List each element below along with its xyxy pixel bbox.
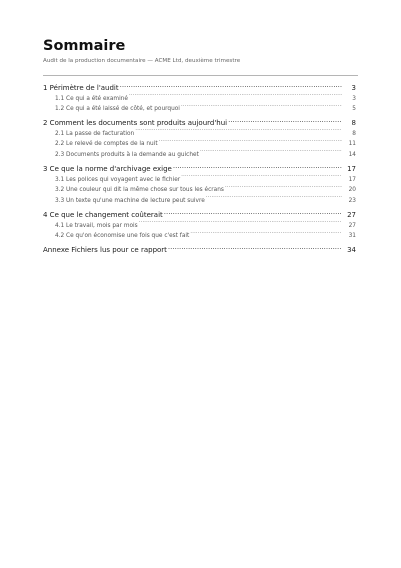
dot-leader <box>181 175 342 181</box>
toc-entry-page: 17 <box>347 165 356 174</box>
toc-entry-label: 3 Ce que la norme d'archivage exige <box>43 165 172 174</box>
toc-entry-page: 27 <box>348 222 356 229</box>
dot-leader <box>225 185 342 191</box>
toc-entry-section-4-2[interactable] <box>43 231 356 242</box>
toc-entry-label: 2 Comment les documents sont produits aujourd'hui <box>43 119 228 128</box>
toc-entry-section-2-3[interactable] <box>43 150 356 161</box>
dot-leader <box>129 94 342 100</box>
page-subtitle: Audit de la production documentaire — ACME Ltd, deuxième trimestre <box>43 58 241 64</box>
toc-entry-label: 1.1 Ce qui a été examiné <box>55 95 128 102</box>
toc-entry-page: 14 <box>348 151 356 158</box>
toc-entry-page: 20 <box>348 187 356 194</box>
toc-entry-section-2-1[interactable] <box>43 129 356 140</box>
toc-entry-page: 8 <box>351 119 356 128</box>
toc-entry-section-2[interactable] <box>43 118 356 129</box>
table-of-contents <box>43 83 356 256</box>
toc-entry-label: 2.1 La passe de facturation <box>55 130 135 137</box>
toc-entry-label: 3.2 Une couleur qui dit la même chose sur tous les écrans <box>55 187 224 194</box>
toc-entry-page: 31 <box>348 233 356 240</box>
toc-entry-section-1-2[interactable] <box>43 104 356 115</box>
toc-entry-label: 1 Périmètre de l'audit <box>43 84 119 92</box>
toc-entry-page: 27 <box>347 211 356 220</box>
page-title: Sommaire <box>43 38 126 54</box>
toc-entry-label: 4 Ce que le changement coûterait <box>43 211 163 220</box>
toc-entry-section-3[interactable] <box>43 164 356 175</box>
dot-leader <box>190 231 342 237</box>
toc-entry-label: 3.1 Les polices qui voyagent avec le fichier <box>55 176 181 183</box>
toc-entry-section-3-1[interactable] <box>43 175 356 186</box>
toc-entry-section-4[interactable] <box>43 210 356 221</box>
dot-leader <box>206 196 342 202</box>
toc-entry-label: 3.3 Un texte qu'une machine de lecture peut suivre <box>55 197 205 204</box>
toc-entry-label: 4.1 Le travail, mois par mois <box>55 222 138 229</box>
dot-leader <box>135 129 342 135</box>
header-divider <box>43 75 358 76</box>
toc-entry-appendix[interactable] <box>43 245 356 256</box>
toc-entry-label: 2.2 Le relevé de comptes de la nuit <box>55 141 158 148</box>
toc-entry-page: 5 <box>352 106 356 113</box>
toc-entry-section-2-2[interactable] <box>43 139 356 150</box>
toc-entry-page: 34 <box>347 246 356 255</box>
toc-entry-label: 1.2 Ce qui a été laissé de côté, et pourquoi <box>55 106 180 113</box>
dot-leader <box>228 118 342 125</box>
toc-entry-section-1-1[interactable] <box>43 94 356 105</box>
toc-entry-section-4-1[interactable] <box>43 221 356 232</box>
dot-leader <box>159 140 342 146</box>
toc-entry-section-3-2[interactable] <box>43 185 356 196</box>
toc-entry-section-1[interactable] <box>43 83 356 94</box>
dot-leader <box>200 150 342 156</box>
toc-entry-label: 4.2 Ce qu'on économise une fois que c'est fait <box>55 233 190 240</box>
toc-entry-label: Annexe Fichiers lus pour ce rapport <box>43 246 167 255</box>
toc-entry-label: 2.3 Documents produits à la demande au guichet <box>55 151 199 158</box>
toc-entry-page: 23 <box>348 197 356 204</box>
toc-entry-page: 8 <box>352 130 356 137</box>
toc-entry-section-3-3[interactable] <box>43 196 356 207</box>
toc-entry-page: 3 <box>352 95 356 102</box>
toc-entry-page: 17 <box>348 176 356 183</box>
dot-leader <box>168 245 342 252</box>
dot-leader <box>120 83 342 90</box>
toc-entry-page: 3 <box>351 84 356 92</box>
dot-leader <box>181 104 342 110</box>
dot-leader <box>173 164 342 171</box>
toc-entry-page: 11 <box>348 141 356 148</box>
dot-leader <box>139 221 342 227</box>
dot-leader <box>164 210 342 217</box>
